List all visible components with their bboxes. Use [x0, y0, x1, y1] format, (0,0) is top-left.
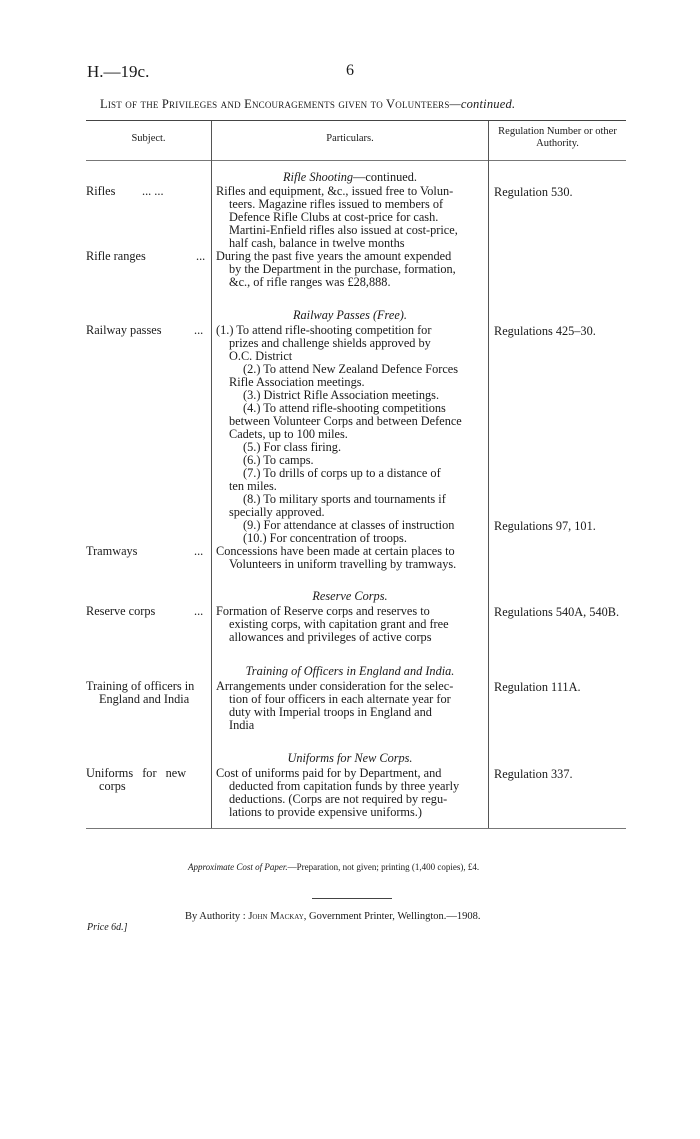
uniforms-line-1: Cost of uniforms paid for by Department, and	[216, 766, 442, 780]
railway-line-12: (7.) To drills of corps up to a distance of	[243, 466, 441, 480]
railway-line-4: (2.) To attend New Zealand Defence Forces	[243, 362, 459, 376]
table-top-rule	[86, 120, 626, 121]
uniforms-line-3: deductions. (Corps are not required by regu-	[229, 792, 448, 806]
subject-rifles	[86, 184, 164, 198]
subject-rifles-label: Rifles	[86, 184, 116, 198]
railway-line-1: (1.) To attend rifle-shooting competition for	[216, 323, 432, 337]
regulation-reserve-corps: Regulations 540A, 540B.	[494, 605, 620, 619]
railway-line-5: Rifle Association meetings.	[229, 375, 365, 389]
subject-training-line2: England and India	[99, 691, 190, 706]
rifle-ranges-line-1: During the past five years the amount expended	[216, 249, 452, 263]
rifle-ranges-line-2: by the Department in the purchase, formation,	[229, 262, 456, 276]
column-header-regulation-line2: Authority.	[536, 138, 579, 149]
subject-reserve-corps-label: Reserve corps	[86, 604, 156, 618]
section-title-rifle-shooting	[215, 170, 485, 185]
training-line-3: duty with Imperial troops in England and	[229, 705, 432, 719]
subject-tramways-label: Tramways	[86, 544, 138, 558]
regulation-railway-passes: Regulations 425–30.	[494, 324, 596, 338]
tramways-line-2: Volunteers in uniform travelling by tramways.	[229, 557, 457, 571]
subject-training-line1: Training of officers in	[86, 679, 195, 693]
railway-line-2: prizes and challenge shields approved by	[229, 336, 431, 350]
railway-line-10: (5.) For class firing.	[243, 440, 342, 454]
railway-line-3: O.C. District	[229, 349, 293, 363]
subject-reserve-corps-dots: ...	[194, 604, 204, 618]
column-header-regulation	[489, 126, 626, 150]
regulation-uniforms: Regulation 337.	[494, 767, 573, 781]
subject-reserve-corps	[86, 604, 204, 618]
rifle-ranges-line-3: &c., of rifle ranges was £28,888.	[229, 275, 391, 289]
subject-uniforms-line1: Uniforms for new	[86, 766, 187, 780]
column-divider-1	[211, 121, 212, 828]
railway-line-15: specially approved.	[229, 505, 325, 519]
training-line-2: tion of four officers in each alternate year for	[229, 692, 451, 706]
regulation-training: Regulation 111A.	[494, 680, 581, 694]
section-title-training: Training of Officers in England and India.	[245, 664, 455, 678]
railway-line-17: (10.) For concentration of troops.	[243, 531, 407, 545]
table-bottom-rule	[86, 828, 626, 829]
railway-line-9: Cadets, up to 100 miles.	[229, 427, 348, 441]
section-title-reserve-corps: Reserve Corps.	[312, 589, 388, 603]
section-title-railway-passes: Railway Passes (Free).	[293, 308, 407, 322]
railway-line-11: (6.) To camps.	[243, 453, 314, 467]
authority-prefix: By Authority :	[185, 911, 246, 922]
report-code: H.—19c.	[87, 62, 150, 81]
railway-line-8: between Volunteer Corps and between Defence	[229, 414, 462, 428]
subject-uniforms-line2: corps	[99, 778, 126, 793]
list-title-suffix: —continued.	[449, 97, 516, 111]
subject-tramways-dots: ...	[194, 544, 204, 558]
section-title-rifle-shooting-suffix: —continued.	[353, 170, 417, 184]
subject-uniforms	[86, 767, 186, 792]
printer-name: John Mackay	[248, 911, 304, 922]
section-title-uniforms: Uniforms for New Corps.	[287, 751, 413, 765]
reserve-line-2: existing corps, with capitation grant and free	[229, 617, 449, 631]
reserve-line-1: Formation of Reserve corps and reserves to	[216, 604, 430, 618]
railway-line-7: (4.) To attend rifle-shooting competitions	[243, 401, 446, 415]
railway-line-16: (9.) For attendance at classes of instruction	[243, 518, 455, 532]
railway-line-13: ten miles.	[229, 479, 277, 493]
rifles-line-2: teers. Magazine rifles issued to members of	[229, 197, 444, 211]
rifles-line-4: Martini-Enfield rifles also issued at cost-price,	[229, 223, 458, 237]
cost-label: Approximate Cost of Paper.	[188, 862, 288, 872]
list-title-main: List of the Privileges and Encouragements given to Volunteers	[100, 97, 450, 111]
subject-railway-passes	[86, 323, 204, 337]
section-title-rifle-shooting-main: Rifle Shooting	[283, 170, 354, 184]
reserve-line-3: allowances and privileges of active corps	[229, 630, 432, 644]
training-line-4: India	[229, 718, 255, 732]
subject-rifle-ranges-dots: ...	[196, 249, 206, 263]
cost-of-paper-note	[188, 862, 479, 872]
cost-text: —Preparation, not given; printing (1,400 copies), £4.	[287, 862, 480, 872]
subject-rifles-dots: ... ...	[142, 184, 164, 198]
column-header-regulation-line1: Regulation Number or other	[498, 126, 617, 137]
column-divider-2	[488, 121, 489, 828]
price-note: Price 6d.]	[87, 922, 128, 933]
authority-line	[185, 911, 481, 922]
list-title	[100, 97, 600, 112]
footer-rule	[312, 898, 392, 899]
page-number: 6	[346, 62, 354, 79]
subject-railway-passes-label: Railway passes	[86, 323, 162, 337]
tramways-line-1: Concessions have been made at certain places to	[216, 544, 455, 558]
railway-line-6: (3.) District Rifle Association meetings.	[243, 388, 440, 402]
uniforms-line-2: deducted from capitation funds by three yearly	[229, 779, 460, 793]
regulation-rifles: Regulation 530.	[494, 185, 573, 199]
railway-line-14: (8.) To military sports and tournaments if	[243, 492, 446, 506]
regulation-railway-classes: Regulations 97, 101.	[494, 519, 596, 533]
subject-training	[86, 680, 194, 705]
subject-rifle-ranges	[86, 249, 206, 263]
column-header-subject: Subject.	[131, 133, 166, 144]
rifles-line-3: Defence Rifle Clubs at cost-price for cash.	[229, 210, 439, 224]
subject-tramways	[86, 544, 204, 558]
subject-railway-passes-dots: ...	[194, 323, 204, 337]
column-header-particulars: Particulars.	[326, 133, 374, 144]
training-line-1: Arrangements under consideration for the selec-	[216, 679, 454, 693]
subject-rifle-ranges-label: Rifle ranges	[86, 249, 146, 263]
authority-suffix: , Government Printer, Wellington.—1908.	[303, 911, 481, 922]
uniforms-line-4: lations to provide expensive uniforms.)	[229, 805, 422, 819]
rifles-line-5: half cash, balance in twelve months	[229, 236, 405, 250]
rifles-line-1: Rifles and equipment, &c., issued free to Volun-	[216, 184, 454, 198]
table-header-rule	[86, 160, 626, 161]
